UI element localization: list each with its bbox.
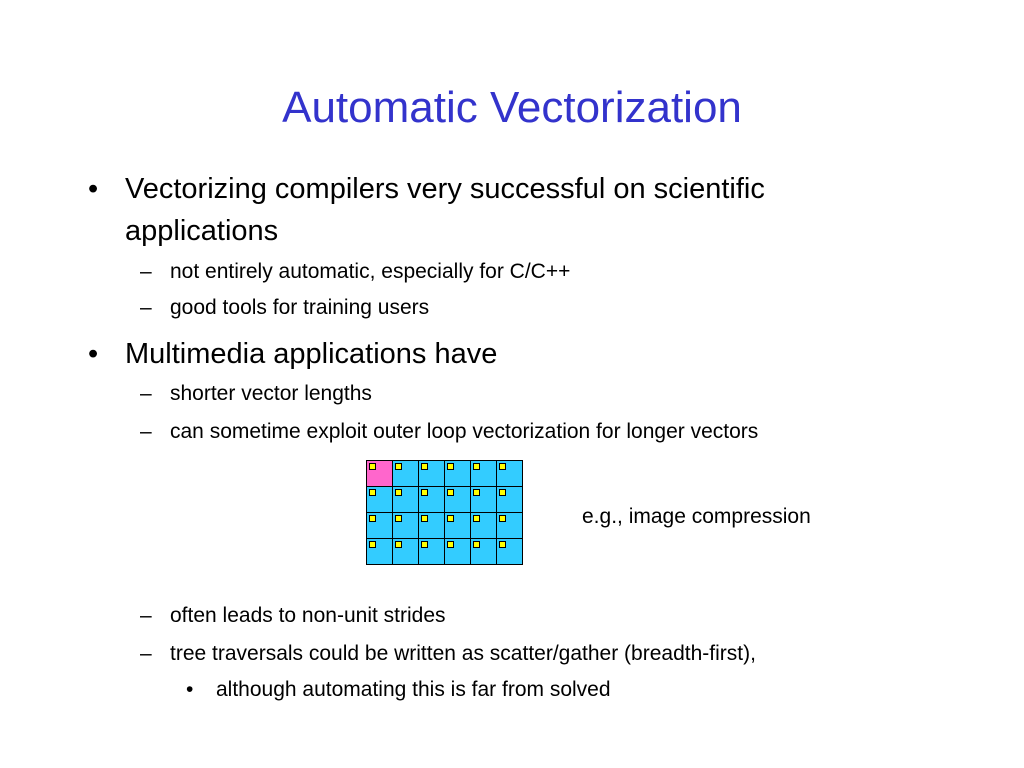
pixel-marker bbox=[369, 489, 376, 496]
bullet-1-text: Vectorizing compilers very successful on scientific bbox=[125, 173, 765, 205]
pixel-marker bbox=[499, 489, 506, 496]
dash-glyph: – bbox=[140, 604, 152, 627]
pixel-cell bbox=[392, 460, 419, 487]
dash-glyph: – bbox=[140, 260, 152, 283]
pixel-cell bbox=[444, 486, 471, 513]
bullet-glyph: • bbox=[186, 678, 194, 701]
bullet-2-text: Multimedia applications have bbox=[125, 338, 498, 370]
pixel-marker bbox=[499, 541, 506, 548]
pixel-cell bbox=[392, 538, 419, 565]
sub-bullet-2-1: shorter vector lengths bbox=[170, 382, 372, 405]
pixel-cell bbox=[470, 538, 497, 565]
sub-bullet-1-2: good tools for training users bbox=[170, 296, 430, 319]
pixel-marker bbox=[421, 541, 428, 548]
pixel-marker bbox=[473, 463, 480, 470]
sub-bullet-2-4: tree traversals could be written as scatter/gather (breadth-first), bbox=[170, 642, 756, 665]
pixel-marker bbox=[395, 489, 402, 496]
pixel-marker bbox=[369, 463, 376, 470]
pixel-cell bbox=[470, 512, 497, 539]
sub-bullet-2-2: can sometime exploit outer loop vectorization for longer vectors bbox=[170, 420, 759, 443]
pixel-cell bbox=[444, 512, 471, 539]
figure-caption: e.g., image compression bbox=[582, 505, 811, 528]
pixel-cell bbox=[366, 512, 393, 539]
pixel-marker bbox=[447, 515, 454, 522]
bullet-1-text-continued: applications bbox=[125, 215, 279, 247]
pixel-marker bbox=[395, 463, 402, 470]
pixel-marker bbox=[473, 515, 480, 522]
pixel-marker bbox=[395, 515, 402, 522]
pixel-cell bbox=[418, 538, 445, 565]
bullet-glyph: • bbox=[88, 173, 99, 205]
pixel-marker bbox=[473, 541, 480, 548]
pixel-marker bbox=[447, 489, 454, 496]
pixel-marker bbox=[369, 515, 376, 522]
pixel-cell bbox=[444, 538, 471, 565]
pixel-cell bbox=[496, 460, 523, 487]
pixel-marker bbox=[421, 463, 428, 470]
slide-title: Automatic Vectorization bbox=[282, 83, 742, 132]
pixel-cell bbox=[418, 460, 445, 487]
pixel-cell bbox=[366, 538, 393, 565]
pixel-cell bbox=[418, 512, 445, 539]
pixel-marker bbox=[499, 463, 506, 470]
pixel-cell bbox=[418, 486, 445, 513]
image-pixel-grid bbox=[366, 460, 522, 564]
pixel-cell bbox=[470, 486, 497, 513]
pixel-cell bbox=[444, 460, 471, 487]
pixel-marker bbox=[447, 541, 454, 548]
dash-glyph: – bbox=[140, 296, 152, 319]
sub-sub-bullet-2-4-1: although automating this is far from solved bbox=[216, 678, 611, 701]
pixel-cell bbox=[496, 486, 523, 513]
sub-bullet-1-1: not entirely automatic, especially for C/C++ bbox=[170, 260, 571, 283]
pixel-cell bbox=[496, 512, 523, 539]
pixel-cell bbox=[470, 460, 497, 487]
dash-glyph: – bbox=[140, 642, 152, 665]
pixel-marker bbox=[395, 541, 402, 548]
pixel-marker bbox=[473, 489, 480, 496]
pixel-marker bbox=[421, 489, 428, 496]
pixel-cell bbox=[496, 538, 523, 565]
pixel-cell bbox=[392, 512, 419, 539]
pixel-cell bbox=[366, 460, 393, 487]
pixel-marker bbox=[499, 515, 506, 522]
dash-glyph: – bbox=[140, 420, 152, 443]
pixel-marker bbox=[369, 541, 376, 548]
sub-bullet-2-3: often leads to non-unit strides bbox=[170, 604, 446, 627]
pixel-cell bbox=[392, 486, 419, 513]
pixel-marker bbox=[447, 463, 454, 470]
dash-glyph: – bbox=[140, 382, 152, 405]
bullet-glyph: • bbox=[88, 338, 99, 370]
pixel-marker bbox=[421, 515, 428, 522]
pixel-cell bbox=[366, 486, 393, 513]
